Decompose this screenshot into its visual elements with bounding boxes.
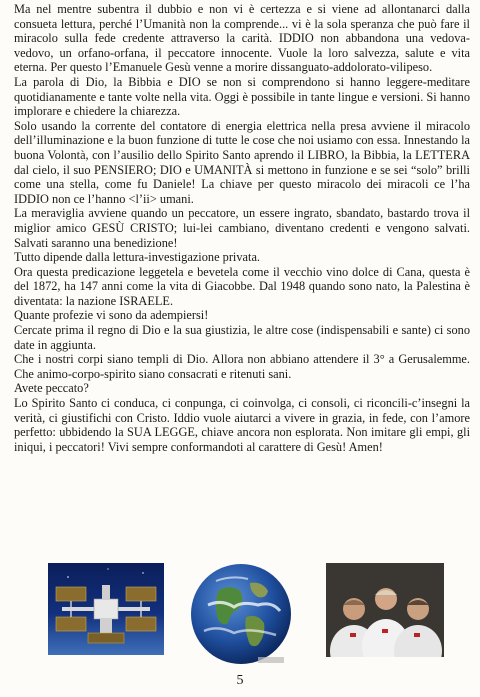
paragraph-1: Ma nel mentre subentra il dubbio e non vi è certezza e si viene ad allontanarci dalla consueta lettura, perché l’Umanità non la comprende... vi è la sola speranza che può fare il miracolo sulla fede credente attraverso la carità. IDDIO non abbandona una vedova-vedovo, un orfano-orfana, il peccatore innocente. Vuole la loro salvezza, salute e vita eterna. Per questo l’Emanuele Gesù venne a morire dissanguato-addolorato-vilipeso. [14,2,470,75]
paragraph-3: Solo usando la corrente del contatore di energia elettrica nella presa avviene il miracolo dell’illuminazione e la buon funzione di tutte le cose che noi usiamo con essa. Innestando la buona Volontà, con l’ausilio dello Spirito Santo aprendo il LIBRO, la Bibbia, la LETTERA dal cielo, il suo PENSIERO; DIO e UMANITÀ si mettono in funzione e se sei “solo” brilli come una stella, come fu Daniele! La chiave per questo miracolo dei miracoli ce l’ha IDDIO non ce l’hanno <l’ii> umani. [14,118,470,206]
paragraph-7: Quante profezie vi sono da adempiersi! [14,308,209,323]
paragraph-5: Tutto dipende dalla lettura-investigazione privata. [14,250,261,265]
space-station-image [48,563,164,655]
paragraph-11: Lo Spirito Santo ci conduca, ci conpunga, ci coinvolga, ci consoli, ci riconcili-c’insegni la verità, ci giustifichi con Cristo. Iddio vuole aiutarci a vivere in grazia, in fede, con l’amore perfetto: ubbidendo la SUA LEGGE, chiave ancora non esplorata. Non imitare gli empi, gli iniqui, i peccatori! Vivi sempre conformandoti al carattere di Gesù! Amen! [14,396,470,454]
astronauts-image [326,563,444,657]
earth-image [188,561,294,667]
paragraph-4: La meraviglia avviene quando un peccatore, un essere ingrato, sbandato, bastardo trova il miglior amico GESÙ CRISTO; lui-lei cambiano, diventano credenti e vengono salvati. Salvati saranno una benedizione! [14,206,470,250]
image-strip [0,561,480,671]
paragraph-8: Cercate prima il regno di Dio e la sua giustizia, le altre cose (indispensabili e sante) ci sono date in aggiunta. [14,323,470,352]
page-number: 5 [236,673,244,688]
paragraph-9: Che i nostri corpi siano templi di Dio. Allora non abbiano attendere il 3° a Gerusalemme. Che animo-corpo-spirito siano consacrati e ritenuti sani. [14,352,470,381]
paragraph-6: Ora questa predicazione leggetela e bevetela come il vecchio vino dolce di Cana, questa è del 1872, ha 147 anni come la vita di Giacobbe. Dal 1948 quando sono nato, la Palestina è diventata: la nazione ISRAELE. [14,264,470,308]
paragraph-2: La parola di Dio, la Bibbia e DIO se non si comprendono si hanno leggere-meditare quotidianamente e tante volte nella vita. Oggi è possibile in tante lingue e versioni. Si hanno implorare e chiedere la chiarezza. [14,74,470,119]
paragraph-10: Avete peccato? [14,381,89,396]
page-text [14,2,470,454]
